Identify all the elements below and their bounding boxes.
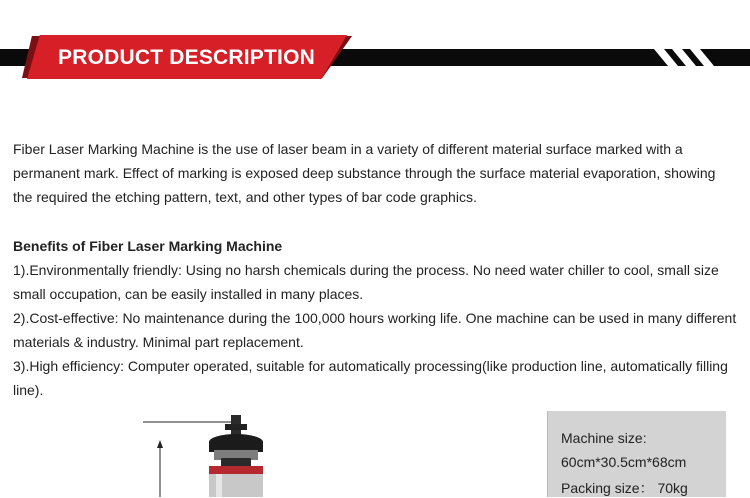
product-description-text: Fiber Laser Marking Machine is the use of laser beam in a variety of different material surface marked with a permanent mark. Effect of marking is exposed deep substance through the surface material evaporation, showing the required the etching pattern, text, and other types of bar code graphics. — [13, 141, 716, 205]
header-stripes-decoration — [650, 49, 750, 66]
benefits-heading: Benefits of Fiber Laser Marking Machine — [13, 238, 283, 254]
laser-machine-image — [140, 412, 280, 497]
section-header-banner — [0, 0, 750, 100]
spec-box — [547, 411, 726, 497]
page-title: PRODUCT DESCRIPTION — [58, 46, 315, 69]
benefit-item-2: 2).Cost-effective: No maintenance during the 100,000 hours working life. One machine can be used in many different materials & industry. Minimal part replacement. — [13, 310, 737, 350]
benefit-item-3-clip — [13, 354, 741, 398]
machine-size-value: 60cm*30.5cm*68cm — [561, 454, 687, 470]
benefit-item-3: 3).High efficiency: Computer operated, suitable for automatically processing(like production line, automatically filling line). — [13, 358, 728, 398]
benefits-section — [13, 234, 741, 398]
packing-size: Packing size： 70kg — [561, 480, 688, 496]
machine-size-label: Machine size: — [561, 430, 647, 446]
benefit-item-1: 1).Environmentally friendly: Using no harsh chemicals during the process. No need water chiller to cool, small size small occupation, can be easily installed in many places. — [13, 262, 719, 302]
